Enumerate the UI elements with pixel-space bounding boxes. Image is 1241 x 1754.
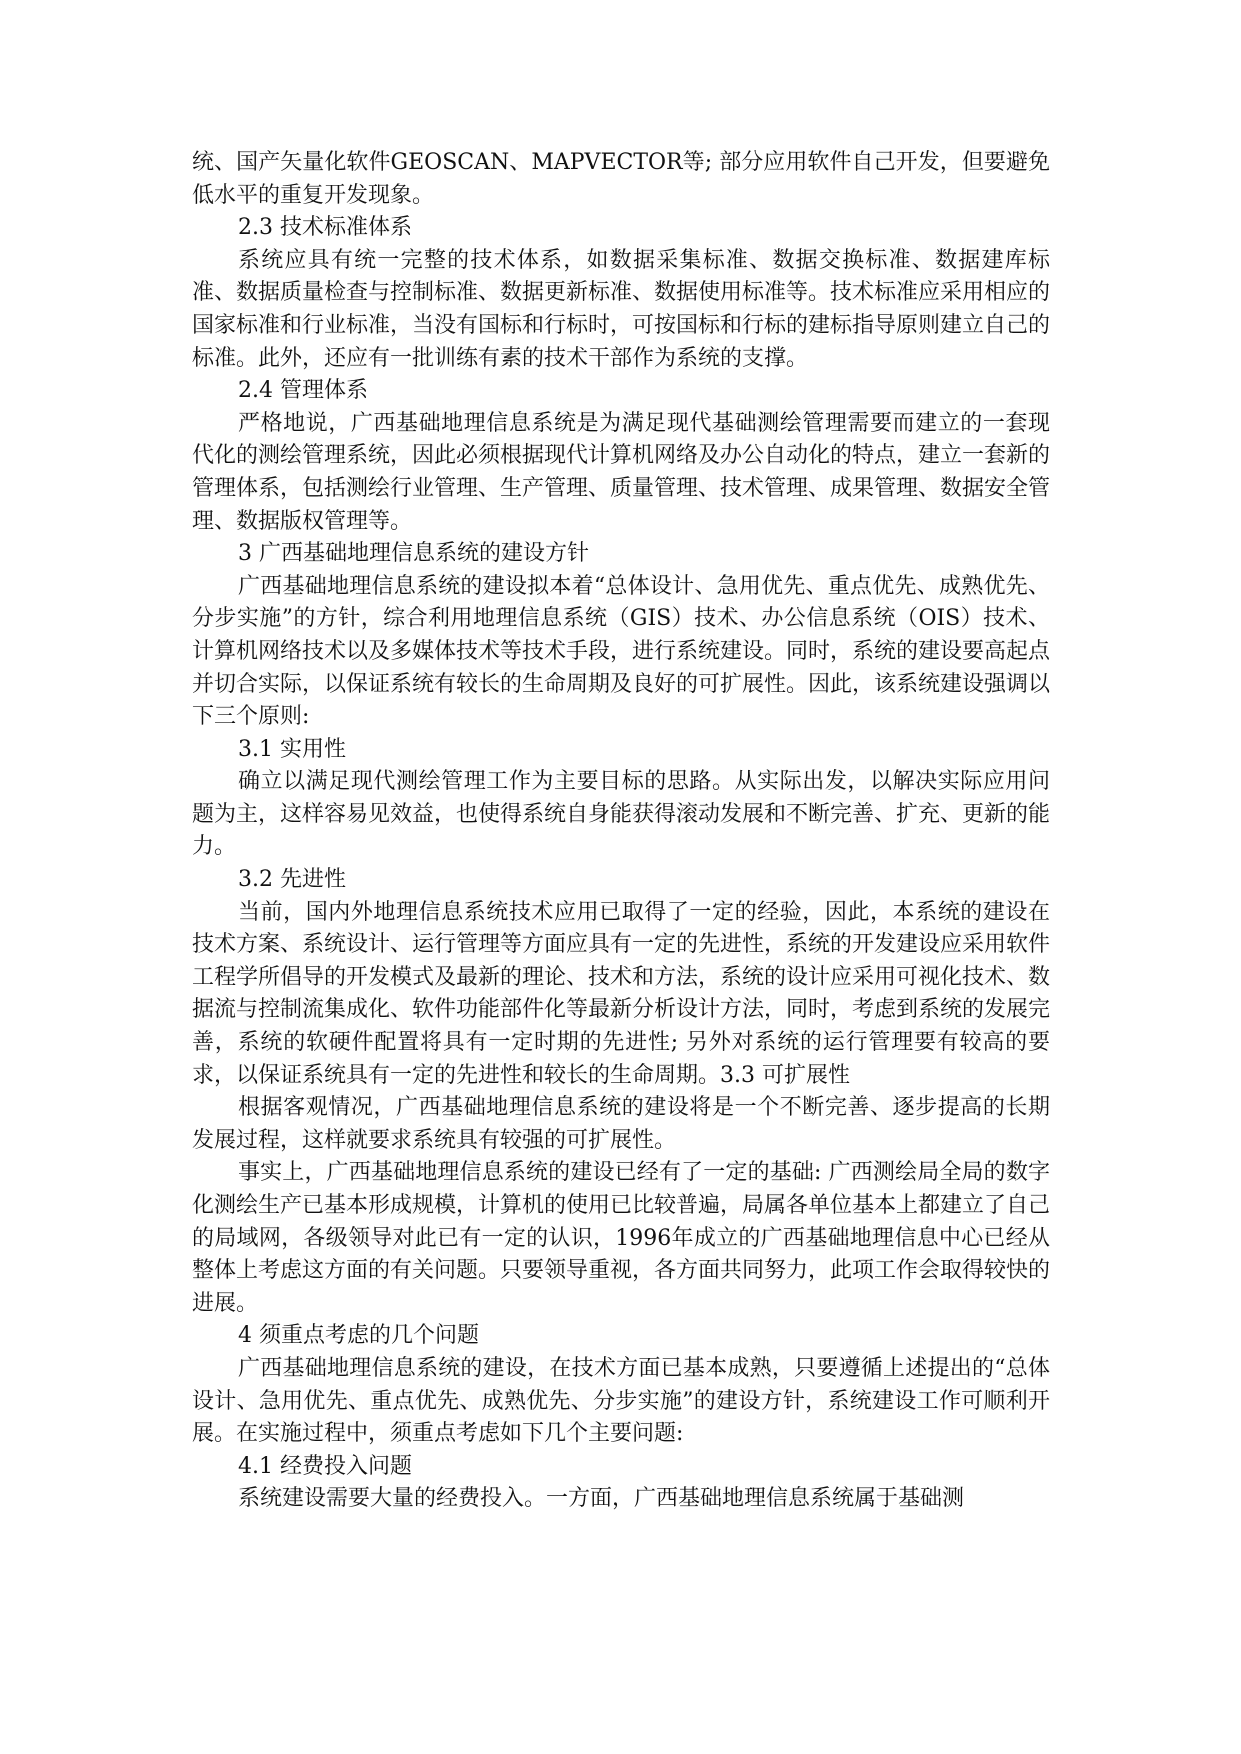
document-page	[192, 147, 1050, 1516]
section-heading: 4 须重点考虑的几个问题	[238, 1323, 479, 1349]
section-heading: 3 广西基础地理信息系统的建设方针	[238, 541, 589, 567]
paragraph: 事实上，广西基础地理信息系统的建设已经有了一定的基础: 广西测绘局全局的数字化测绘生产已基本形成规模，计算机的使用已比较普遍，局属各单位基本上都建立了自己的局域网，各级领导对此已有一定的认识，1996年成立的广西基础地理信息中心已经从整体上考虑这方面的有关问题。只要领导重视，各方面共同努力，此项工作会取得较快的进展。	[192, 1160, 1051, 1316]
paragraph: 当前，国内外地理信息系统技术应用已取得了一定的经验，因此，本系统的建设在技术方案、系统设计、运行管理等方面应具有一定的先进性，系统的开发建设应采用软件工程学所倡导的开发模式及最新的理论、技术和方法，系统的设计应采用可视化技术、数据流与控制流集成化、软件功能部件化等最新分析设计方法，同时，考虑到系统的发展完善，系统的软硬件配置将具有一定时期的先进性; 另外对系统的运行管理要有较高的要求，以保证系统具有一定的先进性和较长的生命周期。3.3 可扩展性	[192, 899, 1051, 1088]
paragraph: 严格地说，广西基础地理信息系统是为满足现代基础测绘管理需要而建立的一套现代化的测绘管理系统，因此必须根据现代计算机网络及办公自动化的特点，建立一套新的管理体系，包括测绘行业管理、生产管理、质量管理、技术管理、成果管理、数据安全管理、数据版权管理等。	[192, 410, 1051, 534]
section-heading: 2.4 管理体系	[238, 378, 368, 404]
paragraph: 系统建设需要大量的经费投入。一方面，广西基础地理信息系统属于基础测	[238, 1486, 965, 1512]
paragraph: 根据客观情况，广西基础地理信息系统的建设将是一个不断完善、逐步提高的长期发展过程，这样就要求系统具有较强的可扩展性。	[192, 1095, 1050, 1153]
paragraph: 统、国产矢量化软件GEOSCAN、MAPVECTOR等; 部分应用软件自己开发，但要避免低水平的重复开发现象。	[192, 150, 1050, 208]
paragraph: 系统应具有统一完整的技术体系，如数据采集标准、数据交换标准、数据建库标准、数据质量检查与控制标准、数据更新标准、数据使用标准等。技术标准应采用相应的国家标准和行业标准，当没有国标和行标时，可按国标和行标的建标指导原则建立自己的标准。此外，还应有一批训练有素的技术干部作为系统的支撑。	[192, 247, 1051, 371]
paragraph: 广西基础地理信息系统的建设拟本着“总体设计、急用优先、重点优先、成熟优先、分步实施”的方针，综合利用地理信息系统（GIS）技术、办公信息系统（OIS）技术、计算机网络技术以及多媒体技术等技术手段，进行系统建设。同时，系统的建设要高起点并切合实际，以保证系统有较长的生命周期及良好的可扩展性。因此，该系统建设强调以下三个原则:	[192, 573, 1051, 730]
paragraph: 广西基础地理信息系统的建设，在技术方面已基本成熟，只要遵循上述提出的“总体设计、急用优先、重点优先、成熟优先、分步实施”的建设方针，系统建设工作可顺利开展。在实施过程中，须重点考虑如下几个主要问题:	[192, 1355, 1050, 1447]
section-heading: 3.1 实用性	[238, 736, 346, 762]
section-heading: 2.3 技术标准体系	[238, 215, 412, 241]
paragraph: 确立以满足现代测绘管理工作为主要目标的思路。从实际出发，以解决实际应用问题为主，这样容易见效益，也使得系统自身能获得滚动发展和不断完善、扩充、更新的能力。	[192, 769, 1051, 860]
section-heading: 4.1 经费投入问题	[238, 1453, 412, 1479]
section-heading: 3.2 先进性	[238, 867, 346, 893]
